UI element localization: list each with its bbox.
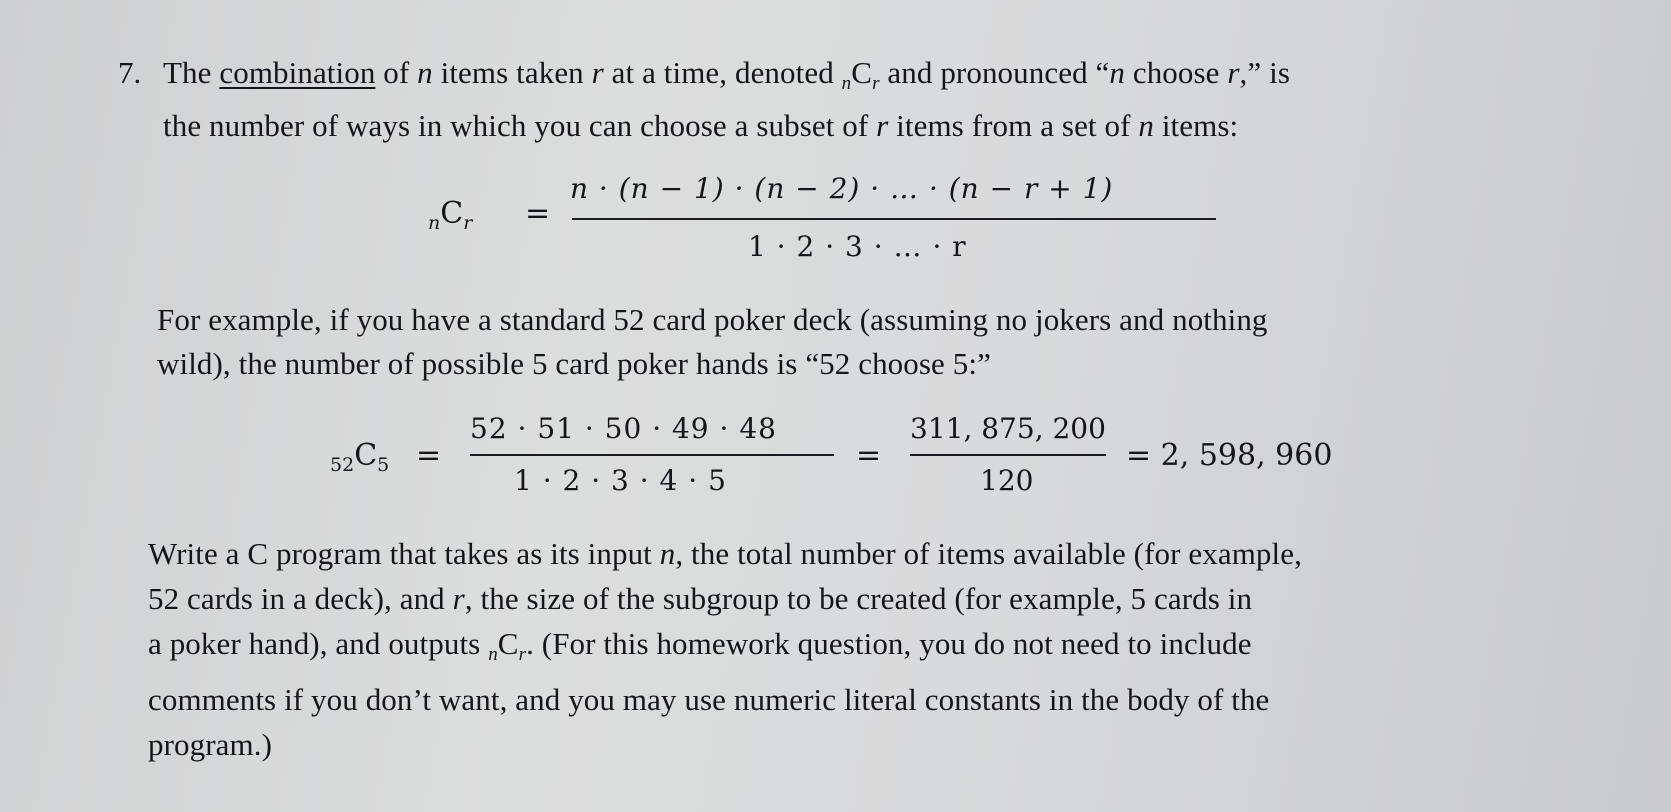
formula2-lhs: $_{52}C_5$ (330, 438, 390, 476)
definition-line-1: The combination of n items taken r at a time, denoted $nC_r$ and pronounced “n choose r,” is (163, 55, 1290, 94)
problem-number: 7. (118, 55, 142, 90)
task-line-1: Write a C program that takes as its input n, the total number of items available (for example, (148, 536, 1302, 571)
task-line-2: 52 cards in a deck), and r, the size of the subgroup to be created (for example, 5 cards in (148, 581, 1253, 616)
formula2-numerator-2: 311, 875, 200 (910, 412, 1106, 445)
formula1-lhs: $_nC_r$ (428, 196, 473, 234)
formula2-denominator-1: 1 · 2 · 3 · 4 · 5 (514, 464, 727, 497)
formula2-fraction-bar-2 (910, 454, 1106, 456)
example-line-2: wild), the number of possible 5 card poker hands is “52 choose 5:” (157, 346, 991, 381)
formula2-fraction-bar-1 (470, 454, 834, 456)
formula2-denominator-2: 120 (980, 464, 1034, 497)
task-line-4: comments if you don’t want, and you may use numeric literal constants in the body of the (148, 682, 1270, 717)
formula1-numerator: n · (n − 1) · (n − 2) · … · (n − r + 1) (570, 172, 1114, 205)
task-paragraph (148, 531, 1528, 767)
definition-line-2: the number of ways in which you can choose a subset of r items from a set of n items: (163, 108, 1239, 143)
task-line-3: a poker hand), and outputs $nC_r$. (For this homework question, you do not need to include (148, 626, 1252, 665)
formula2-equals-1: = (416, 438, 442, 473)
formula2-equals-2: = (856, 438, 882, 473)
example-line-1: For example, if you have a standard 52 card poker deck (assuming no jokers and nothing (157, 302, 1268, 337)
term-combination: combination (219, 55, 376, 90)
formula2-numerator-1: 52 · 51 · 50 · 49 · 48 (470, 412, 777, 445)
formula1-denominator: 1 · 2 · 3 · … · r (748, 230, 967, 263)
task-line-5: program.) (148, 727, 272, 762)
formula2-result: = 2, 598, 960 (1126, 438, 1333, 473)
formula1-equals: = (525, 196, 551, 231)
